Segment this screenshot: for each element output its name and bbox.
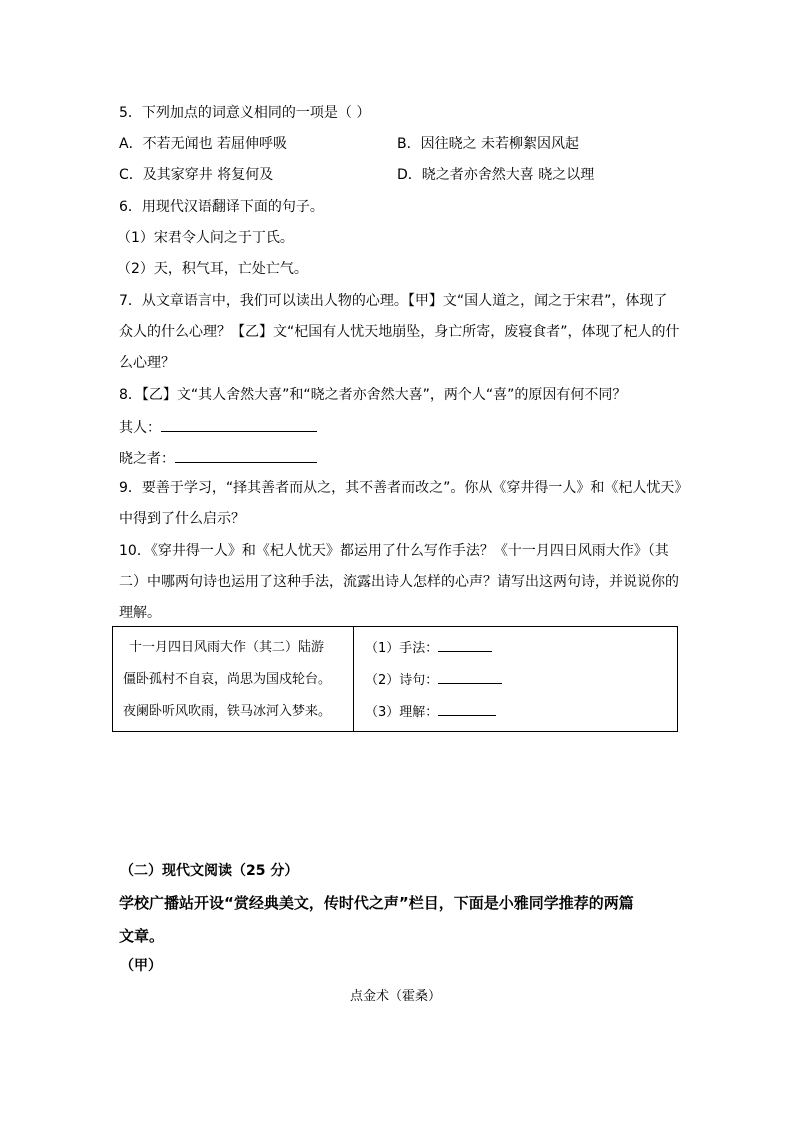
q5-stem: 5．下列加点的词意义相同的一项是（ ） (119, 105, 371, 121)
q7-line-1: 7．从文章语言中，我们可以读出人物的心理。【甲】文“国人道之，闻之于宋君”，体现了 (119, 293, 668, 309)
q8-answer-blank-2[interactable] (175, 448, 317, 463)
q6-item-2: （2）天，积气耳，亡处亡气。 (117, 261, 308, 277)
q5-option-a: A．不若无闻也 若屈伸呼吸 (119, 136, 288, 152)
q5-option-c: C．及其家穿井 将复何及 (119, 167, 274, 183)
q7-line-3: 么心理？ (119, 355, 175, 371)
answer-understanding-blank[interactable] (438, 703, 496, 716)
poem-answer-table (112, 626, 678, 732)
q7-line-2: 众人的什么心理？【乙】文“杞国有人忧天地崩坠，身亡所寄，废寝食者”，体现了杞人的什 (119, 324, 680, 340)
q5-option-b: B．因往晓之 未若柳絮因风起 (397, 136, 580, 152)
answer-technique-label: （1）手法： (365, 641, 439, 656)
section-2-part-label: （甲） (120, 958, 162, 974)
section-2-intro-line-2: 文章。 (119, 927, 165, 945)
q5-option-d: D．晓之者亦舍然大喜 晓之以理 (397, 167, 595, 183)
poem-cell (113, 627, 354, 732)
q8-answer-row-1 (119, 417, 317, 437)
answer-verse-row (365, 671, 502, 690)
q10-line-3: 理解。 (119, 605, 161, 621)
q8-answer-row-2 (119, 448, 317, 468)
answer-verse-blank[interactable] (438, 671, 502, 684)
q10-line-2: 二）中哪两句诗也运用了这种手法，流露出诗人怎样的心声？请写出这两句诗，并说说你的 (119, 574, 679, 590)
poem-verse-1: 僵卧孤村不自哀，尚思为国戍轮台。 (123, 672, 332, 687)
q8-label-2: 晓之者： (119, 451, 175, 467)
answer-understanding-label: （3）理解： (365, 705, 439, 720)
q6-item-1: （1）宋君令人问之于丁氏。 (117, 230, 294, 246)
poem-verse-2: 夜阑卧听风吹雨，铁马冰河入梦来。 (123, 704, 332, 719)
q9-line-2: 中得到了什么启示？ (119, 511, 245, 527)
q10-line-1: 10．《穿井得一人》和《杞人忧天》都运用了什么写作手法？《十一月四日风雨大作》（其 (119, 543, 669, 559)
article-title: 点金术（霍桑） (350, 989, 442, 1004)
answer-verse-label: （2）诗句： (365, 673, 439, 688)
section-2-heading: （二）现代文阅读（25 分） (120, 863, 299, 879)
q9-line-1: 9．要善于学习，“择其善者而从之，其不善者而改之”。你从《穿井得一人》和《杞人忧天》 (119, 480, 689, 496)
q8-stem: 8．【乙】文“其人舍然大喜”和“晓之者亦舍然大喜”，两个人“喜”的原因有何不同？ (119, 387, 627, 403)
section-2-intro-line-1: 学校广播站开设“赏经典美文，传时代之声”栏目，下面是小雅同学推荐的两篇 (119, 894, 634, 912)
q8-label-1: 其人： (119, 420, 161, 436)
q6-stem: 6．用现代汉语翻译下面的句子。 (119, 199, 324, 215)
poem-title: 十一月四日风雨大作（其二）陆游 (129, 640, 325, 655)
answer-cell (354, 627, 678, 732)
answer-technique-blank[interactable] (438, 639, 492, 652)
q8-answer-blank-1[interactable] (161, 417, 317, 432)
answer-understanding-row (365, 703, 496, 722)
answer-technique-row (365, 639, 492, 658)
